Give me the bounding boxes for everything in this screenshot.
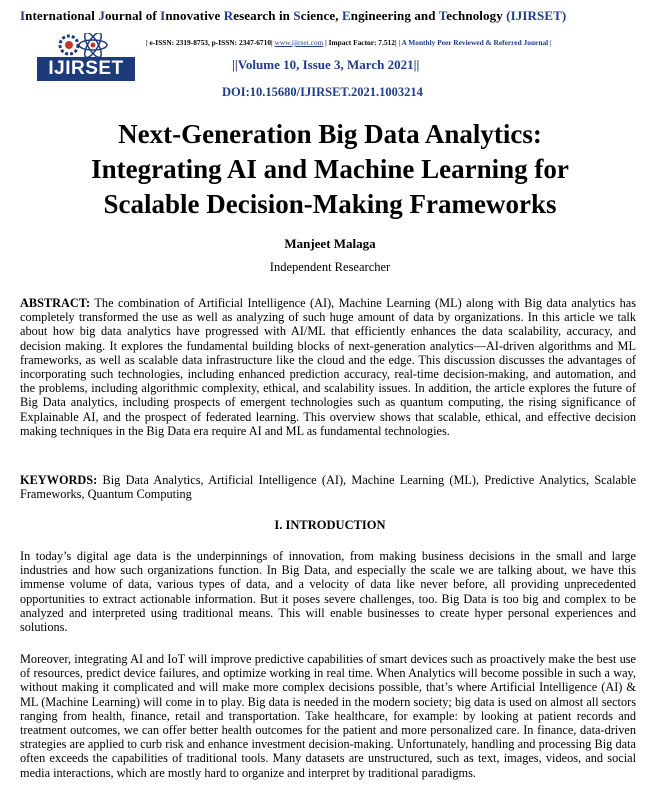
section-heading: I. INTRODUCTION [274, 518, 386, 532]
keywords-label: KEYWORDS: [20, 473, 98, 487]
abstract-label: ABSTRACT: [20, 296, 91, 310]
abstract [20, 296, 636, 438]
paper-title [20, 117, 640, 222]
keywords-text: Big Data Analytics, Artificial Intelligence (AI), Machine Learning (ML), Predictive Analytics, Scalable Frameworks, Quantum Computing [20, 473, 636, 502]
review-note: | A Monthly Peer Reviewed & Referred Journal | [398, 38, 552, 47]
journal-logo [37, 33, 135, 83]
impact-factor: | Impact Factor: 7.512| [325, 38, 397, 47]
title-line: Next-Generation Big Data Analytics: [118, 119, 542, 149]
author-name: Manjeet Malaga [284, 236, 376, 251]
author-affiliation: Independent Researcher [269, 260, 391, 274]
gear-atom-icon [57, 33, 113, 57]
keywords [20, 473, 636, 501]
body-paragraph: Moreover, integrating AI and IoT will improve predictive capabilities of smart devices such as proactively make the best use of resources, predict device failures, and optimize working in real time. When Analytics will become possible in such a way, without making it complicated and will make more complex decisions possible, that’s where Artificial Intelligence (AI) & ML (Machine Learning) will come in to play. Big data is needed in the modern society; big data is used on almost all sectors ranging from health, finance, retail and transportation. Take healthcare, for example: by looking at patient records and treatment outcomes, we can offer better health outcomes for the patient and more personalized care. In finance, data-driven strategies are applied to curb risk and enhance investment decision-making. Unfortunately, handling and processing Big data often exceeds the capabilities of traditional tools. Many datasets are unstructured, such as text, images, videos, and social media interactions, which are mostly hard to organize and interpret by traditional paradigms. [20, 652, 636, 780]
issn-text: | e-ISSN: 2319-8753, p-ISSN: 2347-6710| [146, 38, 273, 47]
body-paragraph: In today’s digital age data is the underpinnings of innovation, from making business decisions in the small and large industries and how such organizations function. In Big Data, and especially the scale we are talking about, we have this immense volume of data, various types of data, and a velocity of data like never before, all providing unprecedented opportunities to extract actionable information. But it poses severe challenges, too. Big Data is too big and complex to be analyzed and interpreted using traditional means. This will enable businesses to create hyper personal experiences and solutions. [20, 549, 636, 635]
logo-text: IJIRSET [37, 57, 135, 81]
website-link[interactable]: www.ijirset.com [274, 38, 324, 47]
doi: DOI:10.15680/IJIRSET.2021.1003214 [222, 85, 423, 99]
volume-issue: ||Volume 10, Issue 3, March 2021|| [232, 57, 420, 72]
issn-line [146, 38, 552, 47]
journal-title: International Journal of Innovative Research in Science, Engineering and Technology (IJIRSET) [20, 8, 567, 23]
abstract-text: The combination of Artificial Intelligence (AI), Machine Learning (ML) along with Big data analytics has completely transformed the use as well as analyzing of such huge amount of data by organizations. In this article we talk about how big data analytics have progressed with AI/ML that efficiently enhances the data scalability, accuracy, and decision making. It explores the fundamental building blocks of next-generation analytics—AI-driven algorithms and ML frameworks, as well as scalable data infrastructure like the cloud and the edge. This discussion discusses the advantages of incorporating such technologies, including enhanced prediction accuracy, real-time decision-making, and automation, and the problems, including algorithmic complexity, ethical, and scalability issues. In addition, the article explores the future of Big Data analytics, including prospects of emergent technologies such as quantum computing, the rising significance of Explainable AI, and the prospect of federated learning. This overview shows that scalable, ethical, and effective decision making techniques in the Big Data era require AI and ML as fundamental technologies. [20, 296, 636, 438]
title-line: Scalable Decision-Making Frameworks [103, 189, 557, 219]
title-line: Integrating AI and Machine Learning for [91, 154, 569, 184]
